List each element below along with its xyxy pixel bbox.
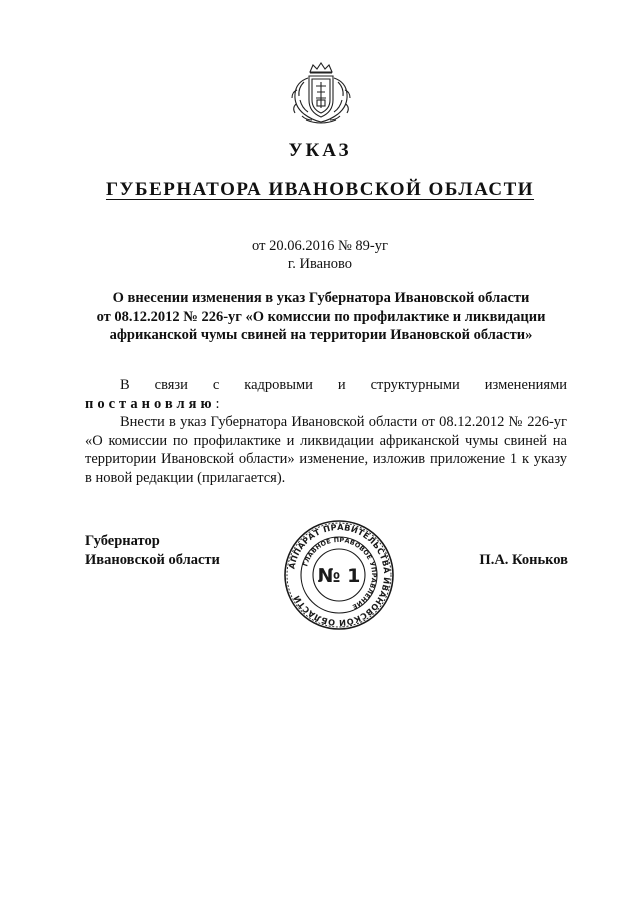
seal-inner-text: ГЛАВНОЕ ПРАВОВОЕ УПРАВЛЕНИЕ (301, 535, 379, 611)
decree-colon: : (215, 395, 220, 412)
signatory-title-line: Губернатор (85, 533, 160, 549)
heading-line: африканской чумы свиней на территории Ивановской области» (109, 327, 533, 343)
decree-paragraph: Внести в указ Губернатора Ивановской области от 08.12.2012 № 226-уг «О комиссии по профилактике и ликвидации африканской чумы свиней на территории Ивановской области» изменение, изложив приложение 1 к указу в новой редакции (прилагается). (85, 414, 567, 486)
date-and-place (0, 237, 640, 273)
date-number: от 20.06.2016 № 89-уг (252, 238, 388, 254)
document-subtitle-text: ГУБЕРНАТОРА ИВАНОВСКОЙ ОБЛАСТИ (105, 179, 535, 200)
decree-word: постановляю (85, 395, 216, 412)
signatory-name: П.А. Коньков (479, 552, 568, 568)
preamble: В связи с кадровыми и структурными изменениями (120, 377, 567, 393)
city: г. Иваново (287, 256, 353, 272)
heading-line: О внесении изменения в указ Губернатора Ивановской области (112, 290, 530, 306)
signatory-title-line: Ивановской области (85, 551, 220, 568)
decree-word-line (85, 395, 567, 414)
coat-of-arms-icon (286, 60, 356, 128)
document-title: УКАЗ (288, 140, 352, 161)
decree-body (85, 376, 567, 488)
heading-line: от 08.12.2012 № 226-уг «О комиссии по профилактике и ликвидации (96, 308, 546, 325)
decree-heading (80, 289, 562, 345)
signatory-title (85, 532, 220, 569)
seal-number: № 1 (317, 565, 361, 587)
official-seal-stamp (283, 519, 395, 631)
seal-outer-text: АППАРАТ ПРАВИТЕЛЬСТВА ИВАНОВСКОЙ ОБЛАСТИ (286, 521, 393, 629)
document-subtitle (0, 179, 640, 201)
